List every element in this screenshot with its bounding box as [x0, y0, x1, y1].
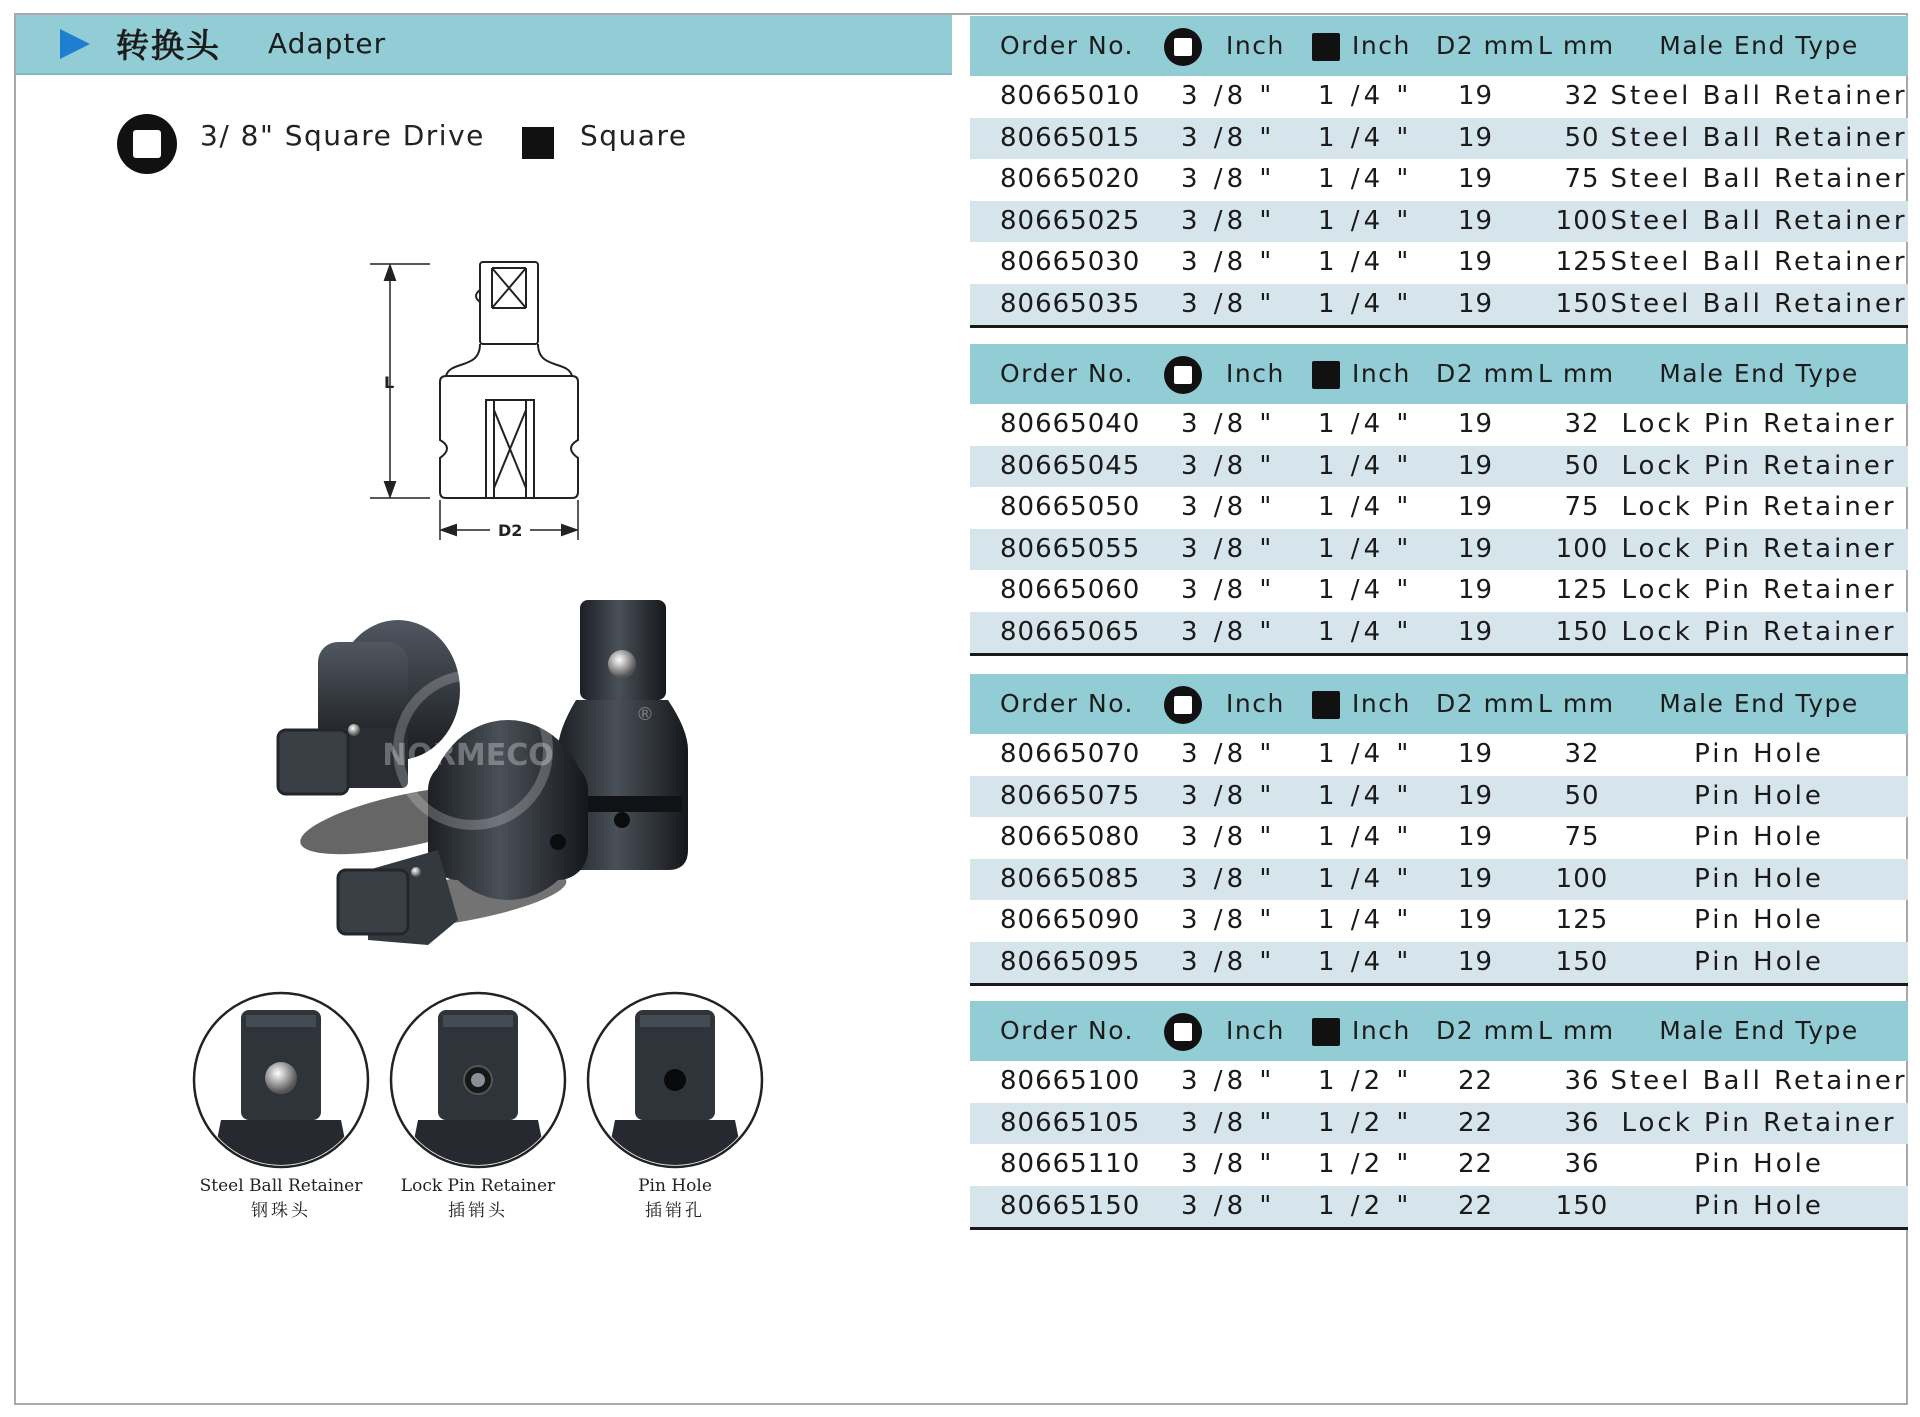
cell-d2: 19 [1458, 905, 1494, 935]
cell-order-no: 80665030 [1000, 247, 1141, 277]
length-label: L [384, 373, 395, 392]
cell-order-no: 80665045 [1000, 450, 1141, 481]
cell-length: 32 [1564, 81, 1600, 111]
cell-square-inch: 1 /4 " [1318, 288, 1413, 319]
cell-male-end-type: Pin Hole [1694, 822, 1824, 852]
cell-length: 36 [1564, 1066, 1600, 1096]
cell-length: 150 [1555, 616, 1609, 647]
col-male-end-type: Male End Type [1659, 359, 1859, 388]
cell-length: 75 [1564, 492, 1600, 522]
cell-square-inch: 1 /4 " [1318, 247, 1413, 277]
table-body [970, 404, 1908, 653]
cell-drive-inch: 3 /8 " [1181, 616, 1276, 647]
table-row [970, 404, 1908, 446]
table-row [970, 201, 1908, 243]
col-male-end-type: Male End Type [1659, 689, 1859, 718]
cell-square-inch: 1 /4 " [1318, 946, 1413, 977]
cell-d2: 22 [1458, 1107, 1494, 1138]
col-length: L mm [1538, 689, 1615, 718]
cell-male-end-type: Steel Ball Retainer [1610, 205, 1908, 236]
detail-label-en: Steel Ball Retainer [199, 1176, 363, 1196]
square-icon [1310, 1012, 1342, 1052]
cell-length: 32 [1564, 409, 1600, 439]
table-row [970, 900, 1908, 942]
cell-d2: 19 [1458, 575, 1494, 605]
detail-steel-ball [186, 990, 376, 1221]
cell-male-end-type: Steel Ball Retainer [1610, 122, 1908, 153]
cell-square-inch: 1 /4 " [1318, 164, 1413, 194]
table-row [970, 942, 1908, 984]
section-title-en: Adapter [268, 27, 387, 60]
section-title-cn: 转换头 [116, 26, 221, 65]
cell-drive-inch: 3 /8 " [1181, 247, 1276, 277]
cell-square-inch: 1 /2 " [1318, 1066, 1413, 1096]
cell-square-inch: 1 /4 " [1318, 205, 1413, 236]
square-drive-icon [1163, 27, 1203, 67]
cell-order-no: 80665110 [1000, 1149, 1141, 1179]
cell-male-end-type: Lock Pin Retainer [1621, 492, 1897, 522]
section-header [16, 15, 952, 75]
cell-male-end-type: Lock Pin Retainer [1621, 450, 1897, 481]
cell-drive-inch: 3 /8 " [1181, 1190, 1276, 1221]
table-row [970, 446, 1908, 488]
cell-length: 125 [1555, 575, 1609, 605]
cell-d2: 19 [1458, 822, 1494, 852]
cell-length: 50 [1564, 450, 1600, 481]
table-header [970, 674, 1908, 734]
table-row [970, 1144, 1908, 1186]
cell-square-inch: 1 /4 " [1318, 905, 1413, 935]
table-row [970, 817, 1908, 859]
steel-ball-retainer-image [191, 990, 371, 1170]
square-icon [1310, 27, 1342, 67]
cell-length: 100 [1555, 205, 1609, 236]
cell-drive-inch: 3 /8 " [1181, 863, 1276, 894]
cell-male-end-type: Lock Pin Retainer [1621, 575, 1897, 605]
col-square-inch: Inch [1352, 689, 1411, 718]
cell-male-end-type: Lock Pin Retainer [1621, 1107, 1897, 1138]
detail-label-en: Lock Pin Retainer [400, 1176, 556, 1196]
cell-drive-inch: 3 /8 " [1181, 780, 1276, 811]
spec-table [970, 1001, 1908, 1230]
square-drive-icon [116, 113, 178, 175]
table-header [970, 16, 1908, 76]
cell-male-end-type: Lock Pin Retainer [1621, 409, 1897, 439]
cell-length: 50 [1564, 780, 1600, 811]
cell-square-inch: 1 /4 " [1318, 81, 1413, 111]
cell-male-end-type: Pin Hole [1694, 905, 1824, 935]
table-row [970, 529, 1908, 571]
legend-drive-label: 3/ 8" Square Drive [200, 119, 485, 152]
square-drive-icon [1163, 685, 1203, 725]
table-row [970, 76, 1908, 118]
table-rule [970, 1227, 1908, 1230]
cell-order-no: 80665015 [1000, 122, 1141, 153]
cell-drive-inch: 3 /8 " [1181, 575, 1276, 605]
table-body [970, 76, 1908, 325]
col-drive-inch: Inch [1226, 359, 1285, 388]
square-drive-icon [1163, 355, 1203, 395]
cell-drive-inch: 3 /8 " [1181, 164, 1276, 194]
cell-d2: 19 [1458, 205, 1494, 236]
table-body [970, 734, 1908, 983]
table-row [970, 284, 1908, 326]
cell-square-inch: 1 /4 " [1318, 492, 1413, 522]
detail-pin-hole [580, 990, 770, 1221]
cell-order-no: 80665090 [1000, 905, 1141, 935]
col-order-no: Order No. [1000, 1016, 1134, 1045]
col-d2: D2 mm [1436, 689, 1536, 718]
cell-square-inch: 1 /4 " [1318, 739, 1413, 769]
cell-d2: 19 [1458, 946, 1494, 977]
cell-male-end-type: Pin Hole [1694, 780, 1824, 811]
square-icon [1310, 685, 1342, 725]
cell-length: 75 [1564, 164, 1600, 194]
spec-table [970, 674, 1908, 986]
col-drive-inch: Inch [1226, 689, 1285, 718]
table-rule [970, 325, 1908, 328]
col-order-no: Order No. [1000, 689, 1134, 718]
square-icon [522, 127, 554, 159]
cell-order-no: 80665100 [1000, 1066, 1141, 1096]
cell-male-end-type: Pin Hole [1694, 1190, 1824, 1221]
cell-d2: 19 [1458, 492, 1494, 522]
cell-order-no: 80665085 [1000, 863, 1141, 894]
table-header [970, 1001, 1908, 1061]
spec-table [970, 344, 1908, 656]
table-row [970, 776, 1908, 818]
pin-hole-image [585, 990, 765, 1170]
col-square-inch: Inch [1352, 31, 1411, 60]
cell-d2: 19 [1458, 288, 1494, 319]
cell-drive-inch: 3 /8 " [1181, 1107, 1276, 1138]
cell-square-inch: 1 /2 " [1318, 1190, 1413, 1221]
cell-order-no: 80665075 [1000, 780, 1141, 811]
legend-square-label: Square [580, 119, 688, 152]
cell-square-inch: 1 /4 " [1318, 409, 1413, 439]
table-row [970, 1061, 1908, 1103]
table-rule [970, 983, 1908, 986]
table-row [970, 570, 1908, 612]
detail-label-cn: 钢珠头 [251, 1201, 311, 1221]
cell-drive-inch: 3 /8 " [1181, 533, 1276, 564]
cell-male-end-type: Steel Ball Retainer [1610, 288, 1908, 319]
cell-square-inch: 1 /4 " [1318, 616, 1413, 647]
cell-order-no: 80665070 [1000, 739, 1141, 769]
cell-square-inch: 1 /4 " [1318, 122, 1413, 153]
cell-order-no: 80665035 [1000, 288, 1141, 319]
detail-label-cn: 插销头 [448, 1201, 508, 1221]
col-length: L mm [1538, 1016, 1615, 1045]
cell-order-no: 80665020 [1000, 164, 1141, 194]
col-order-no: Order No. [1000, 359, 1134, 388]
col-d2: D2 mm [1436, 359, 1536, 388]
cell-drive-inch: 3 /8 " [1181, 822, 1276, 852]
registered-mark: ® [636, 704, 654, 725]
cell-drive-inch: 3 /8 " [1181, 946, 1276, 977]
cell-d2: 22 [1458, 1066, 1494, 1096]
cell-male-end-type: Steel Ball Retainer [1610, 81, 1908, 111]
cell-male-end-type: Lock Pin Retainer [1621, 533, 1897, 564]
table-row [970, 734, 1908, 776]
cell-male-end-type: Steel Ball Retainer [1610, 247, 1908, 277]
cell-length: 125 [1555, 905, 1609, 935]
cell-drive-inch: 3 /8 " [1181, 1149, 1276, 1179]
col-length: L mm [1538, 359, 1615, 388]
cell-length: 75 [1564, 822, 1600, 852]
diameter-label: D2 [498, 521, 523, 540]
cell-length: 100 [1555, 533, 1609, 564]
play-arrow-icon [58, 27, 92, 61]
cell-order-no: 80665065 [1000, 616, 1141, 647]
cell-d2: 19 [1458, 780, 1494, 811]
cell-length: 150 [1555, 288, 1609, 319]
cell-order-no: 80665025 [1000, 205, 1141, 236]
cell-male-end-type: Lock Pin Retainer [1621, 616, 1897, 647]
cell-square-inch: 1 /4 " [1318, 533, 1413, 564]
cell-length: 50 [1564, 122, 1600, 153]
cell-square-inch: 1 /2 " [1318, 1107, 1413, 1138]
cell-male-end-type: Pin Hole [1694, 1149, 1824, 1179]
cell-d2: 19 [1458, 739, 1494, 769]
cell-male-end-type: Steel Ball Retainer [1610, 1066, 1908, 1096]
square-drive-icon [1163, 1012, 1203, 1052]
cell-drive-inch: 3 /8 " [1181, 81, 1276, 111]
cell-drive-inch: 3 /8 " [1181, 1066, 1276, 1096]
cell-male-end-type: Steel Ball Retainer [1610, 164, 1908, 194]
col-male-end-type: Male End Type [1659, 1016, 1859, 1045]
cell-drive-inch: 3 /8 " [1181, 450, 1276, 481]
col-square-inch: Inch [1352, 359, 1411, 388]
cell-order-no: 80665105 [1000, 1107, 1141, 1138]
table-row [970, 487, 1908, 529]
cell-length: 36 [1564, 1149, 1600, 1179]
detail-lock-pin [383, 990, 573, 1221]
cell-square-inch: 1 /4 " [1318, 575, 1413, 605]
cell-d2: 22 [1458, 1149, 1494, 1179]
cell-drive-inch: 3 /8 " [1181, 288, 1276, 319]
cell-d2: 19 [1458, 533, 1494, 564]
brand-watermark: NORMECO [382, 738, 554, 773]
table-header [970, 344, 1908, 404]
cell-d2: 19 [1458, 164, 1494, 194]
cell-drive-inch: 3 /8 " [1181, 905, 1276, 935]
table-row [970, 118, 1908, 160]
cell-drive-inch: 3 /8 " [1181, 409, 1276, 439]
col-drive-inch: Inch [1226, 1016, 1285, 1045]
cell-length: 125 [1555, 247, 1609, 277]
cell-length: 32 [1564, 739, 1600, 769]
cell-d2: 19 [1458, 409, 1494, 439]
cell-drive-inch: 3 /8 " [1181, 122, 1276, 153]
cell-order-no: 80665060 [1000, 575, 1141, 605]
cell-d2: 19 [1458, 122, 1494, 153]
adapter-diagram [350, 250, 620, 550]
cell-order-no: 80665080 [1000, 822, 1141, 852]
table-row [970, 242, 1908, 284]
cell-order-no: 80665095 [1000, 946, 1141, 977]
detail-label-en: Pin Hole [638, 1176, 712, 1196]
col-d2: D2 mm [1436, 1016, 1536, 1045]
detail-label-cn: 插销孔 [645, 1201, 705, 1221]
table-row [970, 159, 1908, 201]
cell-d2: 19 [1458, 450, 1494, 481]
cell-drive-inch: 3 /8 " [1181, 492, 1276, 522]
spec-table [970, 16, 1908, 328]
product-photo [258, 580, 698, 950]
table-row [970, 859, 1908, 901]
cell-d2: 22 [1458, 1190, 1494, 1221]
cell-drive-inch: 3 /8 " [1181, 739, 1276, 769]
cell-length: 150 [1555, 946, 1609, 977]
cell-d2: 19 [1458, 247, 1494, 277]
cell-order-no: 80665040 [1000, 409, 1141, 439]
cell-d2: 19 [1458, 81, 1494, 111]
col-male-end-type: Male End Type [1659, 31, 1859, 60]
table-row [970, 612, 1908, 654]
cell-order-no: 80665150 [1000, 1190, 1141, 1221]
cell-d2: 19 [1458, 863, 1494, 894]
col-order-no: Order No. [1000, 31, 1134, 60]
table-body [970, 1061, 1908, 1227]
cell-order-no: 80665050 [1000, 492, 1141, 522]
cell-square-inch: 1 /4 " [1318, 450, 1413, 481]
cell-drive-inch: 3 /8 " [1181, 205, 1276, 236]
col-drive-inch: Inch [1226, 31, 1285, 60]
cell-square-inch: 1 /4 " [1318, 780, 1413, 811]
table-rule [970, 653, 1908, 656]
square-icon [1310, 355, 1342, 395]
col-length: L mm [1538, 31, 1615, 60]
table-row [970, 1103, 1908, 1145]
cell-order-no: 80665055 [1000, 533, 1141, 564]
cell-male-end-type: Pin Hole [1694, 739, 1824, 769]
cell-square-inch: 1 /2 " [1318, 1149, 1413, 1179]
cell-length: 150 [1555, 1190, 1609, 1221]
cell-d2: 19 [1458, 616, 1494, 647]
cell-square-inch: 1 /4 " [1318, 863, 1413, 894]
cell-male-end-type: Pin Hole [1694, 946, 1824, 977]
cell-length: 36 [1564, 1107, 1600, 1138]
cell-square-inch: 1 /4 " [1318, 822, 1413, 852]
cell-length: 100 [1555, 863, 1609, 894]
lock-pin-retainer-image [388, 990, 568, 1170]
cell-male-end-type: Pin Hole [1694, 863, 1824, 894]
col-d2: D2 mm [1436, 31, 1536, 60]
cell-order-no: 80665010 [1000, 81, 1141, 111]
col-square-inch: Inch [1352, 1016, 1411, 1045]
table-row [970, 1186, 1908, 1228]
